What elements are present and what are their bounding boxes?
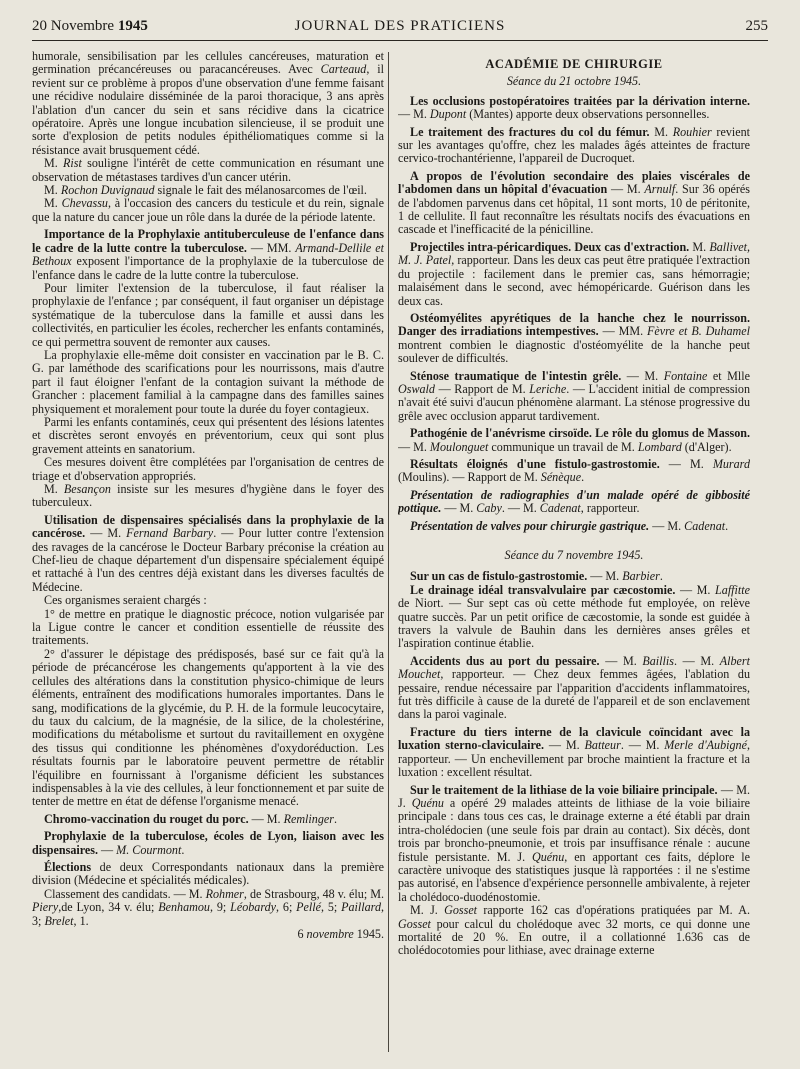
section-heading: Importance de la Prophylaxie antituberculeuse de l'enfance dans le cadre de la lutte contre la tuberculose. bbox=[32, 227, 384, 255]
issue-date: 20 Novembre 1945 bbox=[32, 18, 148, 34]
section-entry: Les occlusions postopératoires traitées par la dérivation interne. — M. Dupont (Mantes) apporte deux observations personnelles. bbox=[398, 93, 750, 122]
section-entry: Le traitement des fractures du col du fémur. M. Rouhier revient sur les avantages qu'offre, chez les malades âgés atteintes de fracture cervico-trochantérienne, l'appareil de Ducroquet. bbox=[398, 124, 750, 166]
section-entry: Sur le traitement de la lithiase de la voie biliaire principale. — M. J. Quénu a opéré 29 malades atteints de lithiase de la voie biliaire principale : dans tous ces cas, le drainage externe a été établi par drain intra-cholédocien (une seule fois par drain au contact). Six décès, dont trois par broncho-pneumonie, et trois par insuffisance rénale : aucune fistule persistante. M. J. Quénu, en apportant ces faits, déplore le caractère univoque des statistiques jusque là rapportées : il ne s'estime pas autorisé, en l'absence d'expérience personnelle ambivalente, à rejeter la cholédoco-duodénostomie. bbox=[398, 782, 750, 904]
section-entry: Présentation de valves pour chirurgie gastrique. — M. Cadenat. bbox=[410, 518, 729, 533]
academy-title: ACADÉMIE DE CHIRURGIE bbox=[485, 57, 663, 71]
signoff-date: 6 novembre 1945. bbox=[297, 927, 384, 941]
paragraph: Pour limiter l'extension de la tuberculose, il faut réaliser la prophylaxie de l'enfance ; par conséquent, il faut organiser un dépistage systématique de la tuberculose dans la famille et aussi dans les collectivités, en particulier les écoles, rechercher les enfants contaminés, ce qui permettra souvent de remonter aux causes. bbox=[32, 280, 384, 349]
section-entry: Fracture du tiers interne de la clavicule coïncidant avec la luxation sterno-claviculaire. — M. Batteur. — M. Merle d'Aubigné, rapporteur. — Un enchevillement par broche maintient la fracture et la luxation : excellent résultat. bbox=[398, 724, 750, 780]
section-heading: Prophylaxie de la tuberculose, écoles de Lyon, liaison avec les dispensaires. bbox=[32, 829, 384, 857]
section-heading: A propos de l'évolution secondaire des plaies viscérales de l'abdomen dans un hôpital d'évacuation bbox=[398, 168, 750, 197]
section-heading: Résultats éloignés d'une fistulo-gastrostomie. bbox=[410, 456, 660, 471]
section-entry: Utilisation de dispensaires spécialisés dans la prophylaxie de la cancérose. — M. Fernand Barbary. — Pour lutter contre l'extension des ravages de la cancérose le Docteur Barbary préconise la création au Chef-lieu de chaque département d'un dispensaire spécialement équipé et rattaché à l'un des centres déjà existant dans les diverses facultés de Médecine. bbox=[32, 512, 384, 594]
section-heading: Sténose traumatique de l'intestin grêle. bbox=[410, 368, 622, 383]
section-entry: Sténose traumatique de l'intestin grêle. — M. Fontaine et Mlle Oswald — Rapport de M. Leriche. — L'accident initial de compression n'avait été suivi d'aucun phénomène alarmant. La sténose progressive du grêle avec occlusion apparut tardivement. bbox=[398, 368, 750, 423]
section-heading: Le drainage idéal transvalvulaire par cæcostomie. bbox=[410, 582, 676, 597]
section-entry: Chromo-vaccination du rouget du porc. — M. Remlinger. bbox=[44, 811, 337, 826]
paragraph: M. Rochon Duvignaud signale le fait des mélanosarcomes de l'œil. bbox=[44, 183, 367, 198]
section-heading: Les occlusions postopératoires traitées par la dérivation interne. bbox=[410, 93, 750, 108]
paragraph: M. Besançon insiste sur les mesures d'hygiène dans le foyer des tuberculeux. bbox=[32, 482, 384, 510]
paragraph: 2° d'assurer le dépistage des prédisposés, basé sur ce fait qu'à la période de précancérose les changements qu'apportent à la vie des cellules des altérations dans la constitution physico-chimique de leurs éléments, entraînent des modifications humorales importantes. Dans le sang, modifications de la glycémie, du P. H. de la formule leucocytaire, du taux du calcium, de la magnésie, de la silice, de la cholestérine, modifications du métabolisme et surtout du ravitaillement en oxygène des tissus qui conditionne les phénomènes d'oxydoréduction. Les résultats fournis par le laboratoire peuvent permettre de rétablir l'équilibre en fournissant à l'organisme déficient les substances indispensables à la vie des cellules, à leur fonctionnement et par suite de tenter de mettre en état de défense l'organisme menacé. bbox=[32, 646, 384, 809]
paragraph: M. Rist souligne l'intérêt de cette communication en résumant une observation de métastases tardives d'un cancer utérin. bbox=[32, 156, 384, 184]
section-heading: Présentation de valves pour chirurgie gastrique. bbox=[410, 518, 650, 533]
section-heading: Utilisation de dispensaires spécialisés dans la prophylaxie de la cancérose. bbox=[32, 512, 384, 541]
section-heading: Accidents dus au port du pessaire. bbox=[410, 653, 600, 668]
section-entry: Présentation de radiographies d'un malade opéré de gibbosité pottique. — M. Caby. — M. Cadenat, rapporteur. bbox=[398, 487, 750, 516]
section-heading: Projectiles intra-péricardiques. Deux cas d'extraction. bbox=[410, 239, 690, 254]
left-column bbox=[32, 50, 384, 1060]
section-heading: Ostéomyélites apyrétiques de la hanche chez le nourrisson. Danger des irradiations intempestives. bbox=[398, 310, 750, 339]
section-entry: Ostéomyélites apyrétiques de la hanche chez le nourrisson. Danger des irradiations intempestives. — MM. Fèvre et B. Duhamel montrent combien le diagnostic d'ostéomyélite de la hanche peut soulever de difficultés. bbox=[398, 310, 750, 366]
section-entry: A propos de l'évolution secondaire des plaies viscérales de l'abdomen dans un hôpital d'évacuation — M. Arnulf. Sur 36 opérés de l'abdomen parvenus dans cet hôpital, 11 sont morts, 10 de péritonite, 1 de cellulite. Il faut reconnaître les résultats nocifs des évacuations en cascade et l'inefficacité de la pénicilline. bbox=[398, 168, 750, 237]
section-entry: Accidents dus au port du pessaire. — M. Baillis. — M. Albert Mouchet, rapporteur. — Chez deux femmes âgées, l'ablation du pessaire, rendue nécessaire par l'apparition d'accidents inflammatoires, fut très difficile à cause de la dureté de l'appareil et de son enclavement dans la paroi vaginale. bbox=[398, 653, 750, 722]
section-heading: Le traitement des fractures du col du fémur. bbox=[410, 124, 650, 139]
paragraph: M. Chevassu, à l'occasion des cancers du testicule et du rein, signale que la nature du cancer joue un rôle dans la durée de la période latente. bbox=[32, 196, 384, 224]
section-heading: Sur le traitement de la lithiase de la voie biliaire principale. bbox=[410, 782, 718, 797]
page-header bbox=[32, 16, 768, 41]
paragraph: Ces organismes seraient chargés : bbox=[44, 593, 207, 608]
section-heading: Présentation de radiographies d'un malade opéré de gibbosité pottique. bbox=[398, 487, 750, 516]
right-column bbox=[398, 50, 750, 1060]
paragraph: La prophylaxie elle-même doit consister en vaccination par le B. C. G. par laméthode des scarifications pour les nourrissons, mais d'autre part il faut éloigner l'enfant de la contagion suivant la méthode de Grancher : placement familial à la campagne dans des familles saines physiquement et moralement pour toute la durée du foyer contagieux. bbox=[32, 347, 384, 416]
column-divider bbox=[388, 52, 389, 1052]
paragraph: M. J. Gosset rapporte 162 cas d'opérations pratiquées par M. A. Gosset pour calcul du cholédoque avec 32 morts, ce qui donne une mortalité de 20 %. En outre, il a collationné 1.636 cas de cholédocotomies pour lithiase, avec drainage externe bbox=[398, 903, 750, 958]
paragraph: Classement des candidats. — M. Rohmer, de Strasbourg, 48 v. élu; M. Piery,de Lyon, 34 v. élu; Benhamou, 9; Léobardy, 6; Pellé, 5; Paillard, 3; Brelet, 1. bbox=[32, 886, 384, 928]
page-number: 255 bbox=[745, 18, 768, 34]
section-entry: Projectiles intra-péricardiques. Deux cas d'extraction. M. Ballivet, M. J. Patel, rapporteur. Dans les deux cas peut être pratiquée l'extraction du projectile : facilement dans le premier cas, sans hémorragie; malaisément dans le second, avec hémopéricarde. Guérison dans les deux cas. bbox=[398, 239, 750, 308]
paragraph: Parmi les enfants contaminés, ceux qui présentent des lésions latentes et discrètes seront envoyés en préventorium, ceux qui sont plus gravement atteints en sanatorium. bbox=[32, 414, 384, 456]
paragraph: Élections de deux Correspondants nationaux dans la première division (Médecine et spécialités médicales). bbox=[32, 859, 384, 888]
section-heading: Fracture du tiers interne de la clavicule coïncidant avec la luxation sterno-claviculaire. bbox=[398, 724, 750, 753]
section-heading: Chromo-vaccination du rouget du porc. bbox=[44, 811, 249, 826]
section-entry: Résultats éloignés d'une fistulo-gastrostomie. — M. Murard (Moulins). — Rapport de M. Sénèque. bbox=[398, 456, 750, 485]
section-heading: Pathogénie de l'anévrisme cirsoïde. Le rôle du glomus de Masson. bbox=[410, 426, 750, 441]
session-date: Séance du 7 novembre 1945. bbox=[504, 548, 644, 562]
paragraph: Ces mesures doivent être complétées par l'organisation de centres de triage et d'observation appropriés. bbox=[32, 455, 384, 483]
paragraph: 1° de mettre en pratique le diagnostic précoce, notion vulgarisée par la Ligue contre le cancer et condition essentielle de réussite des traitements. bbox=[32, 606, 384, 648]
section-entry: Sur un cas de fistulo-gastrostomie. — M. Barbier. bbox=[410, 569, 663, 584]
section-heading: Sur un cas de fistulo-gastrostomie. bbox=[410, 569, 588, 584]
section-entry: Le drainage idéal transvalvulaire par cæcostomie. — M. Laffitte de Niort. — Sur sept cas où cette méthode fut employée, on relève quatre succès. Par un petit orifice de cæcostomie, la sonde est guidée à travers la valvule de Bauhin dans les dernières anses grêles et l'aspiration continue établie. bbox=[398, 582, 750, 651]
paragraph: humorale, sensibilisation par les cellules cancéreuses, maturation et germination précancéreuses ou paracancéreuses. Avec Carteaud, il revient sur ce problème à propos d'une observation d'une femme faisant une récidive nodulaire disséminée de la paroi thoracique, 3 ans après l'ablation d'un cancer du sein et sans récidive dans la cicatrice opératoire. Après une longue incubation silencieuse, il se produit une sorte d'explosion de petits nodules épithéliomatiques comme si la résistance avait brusquement cédé. bbox=[32, 50, 384, 157]
section-entry: Pathogénie de l'anévrisme cirsoïde. Le rôle du glomus de Masson. — M. Moulonguet communique un travail de M. Lombard (d'Alger). bbox=[398, 426, 750, 454]
section-entry: Importance de la Prophylaxie antituberculeuse de l'enfance dans le cadre de la lutte contre la tuberculose. — MM. Armand-Dellile et Bethoux exposent l'importance de la prophylaxie de la tuberculose de l'enfance dans le cadre de la lutte contre la tuberculose. bbox=[32, 227, 384, 282]
session-date: Séance du 21 octobre 1945. bbox=[506, 74, 642, 89]
section-entry: Prophylaxie de la tuberculose, écoles de Lyon, liaison avec les dispensaires. — M. Courmont. bbox=[32, 829, 384, 857]
journal-title: JOURNAL DES PRATICIENS bbox=[294, 18, 506, 34]
